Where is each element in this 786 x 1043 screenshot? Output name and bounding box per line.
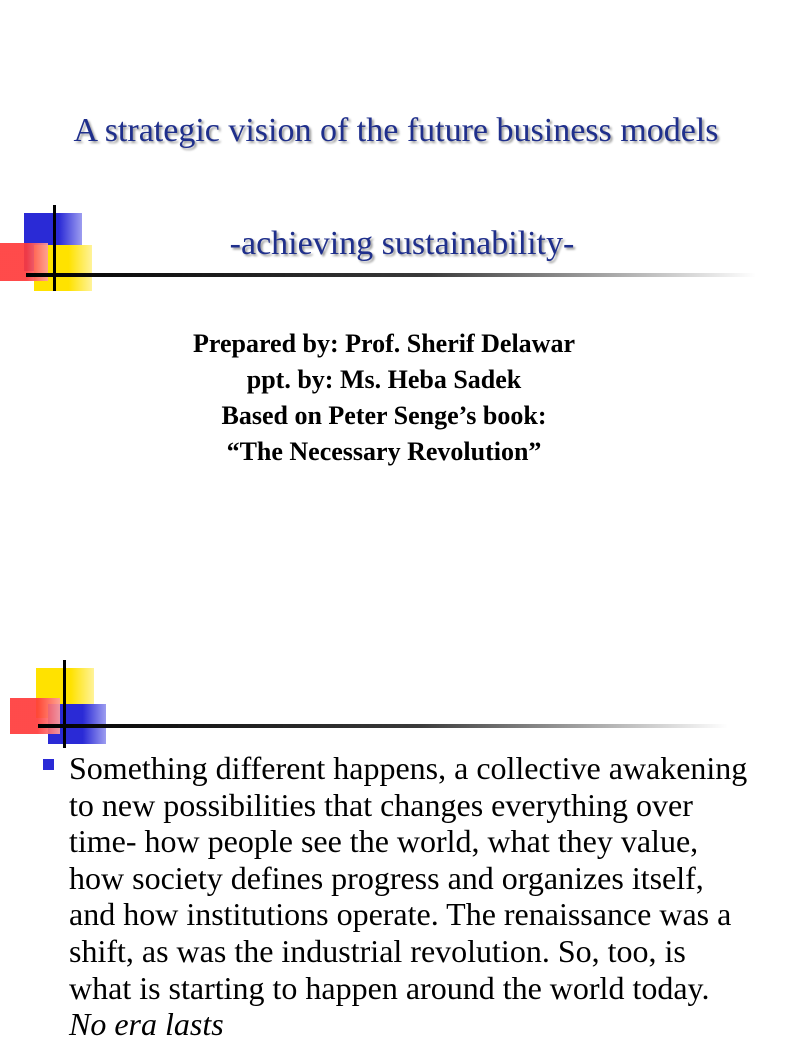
content-slide (0, 640, 768, 1043)
credit-book-title: “The Necessary Revolution” (226, 437, 542, 466)
credit-based-on: Based on Peter Senge’s book: (221, 401, 547, 430)
header-rule (38, 724, 728, 728)
logo-vertical-line (63, 660, 66, 748)
bullet-text-italic: No era lasts (69, 1006, 224, 1043)
credit-prepared-by: Prepared by: Prof. Sherif Delawar (193, 329, 575, 358)
bullet-paragraph (69, 750, 749, 1043)
bullet-text-body: Something different happens, a collective awakening to new possibilities that changes everything over time- how people see the world, what they value, how society defines progress and organizes itself, and how institutions operate. The renaissance was a shift, as was the industrial revolution. So, too, is what is starting to happen around the world today. (69, 750, 748, 1006)
credits-block (0, 326, 768, 470)
slide-title-line-2: -achieving sustainability- (229, 225, 575, 262)
square-logo-decoration (8, 658, 118, 750)
credit-ppt-by: ppt. by: Ms. Heba Sadek (246, 365, 522, 394)
title-underline-rule (26, 273, 756, 277)
slide-title-line-1: A strategic vision of the future business models (73, 112, 719, 149)
square-bullet-icon (43, 759, 54, 770)
red-square (10, 698, 60, 734)
